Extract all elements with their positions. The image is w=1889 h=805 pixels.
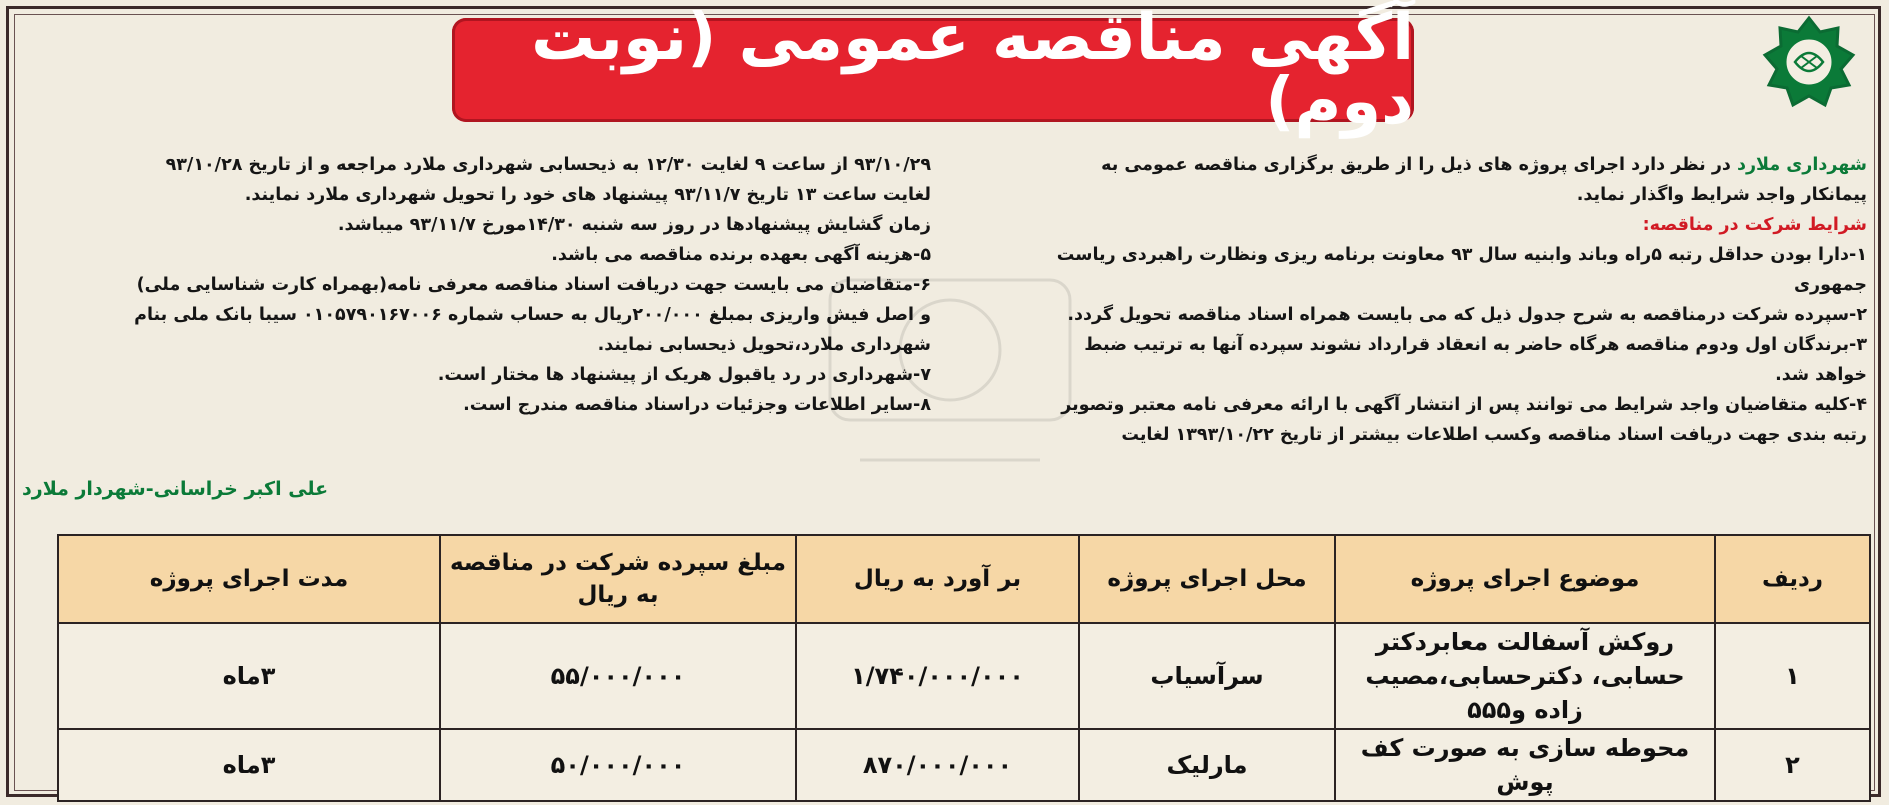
cell-row-number: ۱	[1715, 623, 1870, 729]
condition-line: ۸-سایر اطلاعات وجزئیات دراسناد مناقصه مندرج است.	[463, 395, 931, 415]
cell-deposit: ۵۰/۰۰۰/۰۰۰	[440, 729, 796, 801]
condition-line: زمان گشایش پیشنهادها در روز سه شنبه ۱۴/۳۰مورخ ۹۳/۱۱/۷ میباشد.	[337, 215, 931, 235]
cell-project-subject: روکش آسفالت معابردکتر حسابی، دکترحسابی،مصیب زاده و۵۵۵	[1335, 623, 1715, 729]
cell-estimate: ۸۷۰/۰۰۰/۰۰۰	[796, 729, 1079, 801]
condition-line: و اصل فیش واریزی بمبلغ ۲۰۰/۰۰۰ریال به حساب شماره ۰۱۰۵۷۹۰۱۶۷۰۰۶ سیبا بانک ملی بنام	[134, 305, 931, 325]
condition-line: ۴-کلیه متقاضیان واجد شرایط می توانند پس از انتشار آگهی با ارائه معرفی نامه معتبر وتصویر	[1061, 395, 1867, 415]
table-header-row	[58, 535, 1870, 623]
mayor-signature: علی اکبر خراسانی-شهردار ملارد	[22, 478, 329, 500]
condition-line: ۷-شهرداری در رد یاقبول هریک از پیشنهاد ها مختار است.	[437, 365, 931, 385]
condition-line: جمهوری	[1794, 275, 1867, 295]
right-column	[939, 150, 1867, 450]
projects-table	[57, 534, 1871, 802]
cell-duration: ۳ماه	[58, 729, 440, 801]
header-row-number: ردیف	[1715, 535, 1870, 623]
condition-line: رتبه بندی جهت دریافت اسناد مناقصه وکسب اطلاعات بیشتر از تاریخ ۱۳۹۳/۱۰/۲۲ لغایت	[1121, 425, 1867, 445]
header-project-location: محل اجرای پروژه	[1079, 535, 1335, 623]
condition-line: ۶-متقاضیان می بایست جهت دریافت اسناد مناقصه معرفی نامه(بهمراه کارت شناسایی ملی)	[136, 275, 931, 295]
conditions-heading: شرایط شرکت در مناقصه:	[1642, 215, 1867, 235]
intro-line-2: پیمانکار واجد شرایط واگذار نماید.	[1576, 185, 1867, 205]
cell-row-number: ۲	[1715, 729, 1870, 801]
header-project-subject: موضوع اجرای پروژه	[1335, 535, 1715, 623]
page-title: آگهی مناقصه عمومی (نوبت دوم)	[531, 1, 1414, 139]
cell-project-location: مارلیک	[1079, 729, 1335, 801]
condition-line: ۲-سپرده شرکت درمناقصه به شرح جدول ذیل که می بایست همراه اسناد مناقصه تحویل گردد.	[1067, 305, 1867, 325]
cell-project-subject: محوطه سازی به صورت کف پوش	[1335, 729, 1715, 801]
cell-project-location: سرآسیاب	[1079, 623, 1335, 729]
org-name: شهرداری ملارد	[1736, 155, 1867, 175]
condition-line: لغایت ساعت ۱۳ تاریخ ۹۳/۱۱/۷ پیشنهاد های خود را تحویل شهرداری ملارد نمایند.	[244, 185, 931, 205]
table-row	[58, 623, 1870, 729]
projects-table-wrapper	[57, 534, 1869, 796]
left-column	[19, 150, 931, 420]
title-banner	[452, 1, 1414, 139]
cell-duration: ۳ماه	[58, 623, 440, 729]
condition-line: ۳-برندگان اول ودوم مناقصه هرگاه حاضر به انعقاد قرارداد نشوند سپرده آنها به ترتیب ضبط	[1084, 335, 1867, 355]
cell-deposit: ۵۵/۰۰۰/۰۰۰	[440, 623, 796, 729]
condition-line: ۵-هزینه آگهی بعهده برنده مناقصه می باشد.	[551, 245, 931, 265]
condition-line: شهرداری ملارد،تحویل ذیحسابی نمایند.	[597, 335, 931, 355]
intro-line-1: شهرداری ملارد در نظر دارد اجرای پروژه های ذیل را از طریق برگزاری مناقصه عمومی به	[1101, 155, 1867, 175]
condition-line: ۱-دارا بودن حداقل رتبه ۵راه وباند وابنیه سال ۹۳ معاونت برنامه ریزی ونظارت راهبردی ریاست	[1056, 245, 1867, 265]
condition-line: خواهد شد.	[1775, 365, 1867, 385]
header-duration: مدت اجرای پروژه	[58, 535, 440, 623]
table-row	[58, 729, 1870, 801]
cell-estimate: ۱/۷۴۰/۰۰۰/۰۰۰	[796, 623, 1079, 729]
header-estimate: بر آورد به ریال	[796, 535, 1079, 623]
header-deposit: مبلغ سپرده شرکت در مناقصه به ریال	[440, 535, 796, 623]
municipality-logo-icon	[1759, 14, 1859, 114]
condition-line: ۹۳/۱۰/۲۹ از ساعت ۹ لغایت ۱۲/۳۰ به ذیحسابی شهرداری ملارد مراجعه و از تاریخ ۹۳/۱۰/۲۸	[165, 155, 931, 175]
